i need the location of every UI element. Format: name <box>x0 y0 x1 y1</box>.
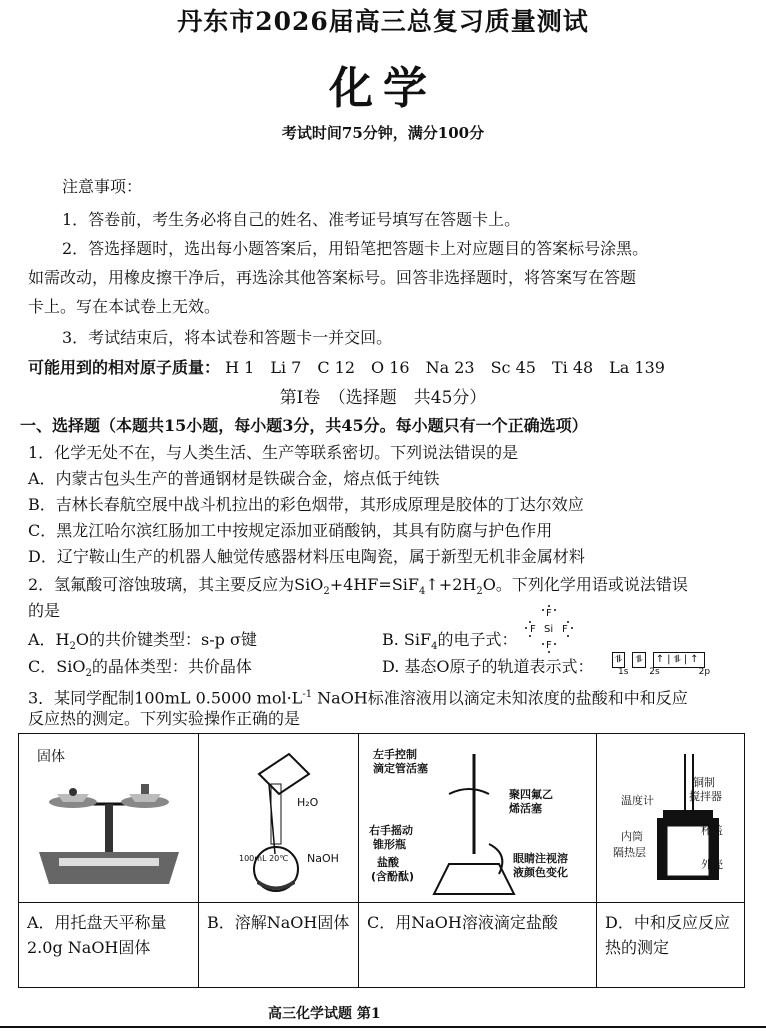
svg-text:F: F <box>530 624 536 635</box>
svg-text:Si: Si <box>544 624 554 635</box>
q3-options-table <box>18 733 745 988</box>
page-footer: 高三化学试题 第1 <box>268 1006 381 1022</box>
q3-stem-line2: 反应热的测定。下列实验操作正确的是 <box>28 709 301 728</box>
q3-option-d: D．中和反应反应热的测定 <box>605 913 730 957</box>
notice-item-3: 3．考试结束后，将本试卷和答题卡一并交回。 <box>62 328 393 347</box>
q3-cell-a: 固体 A．用托盘天平称量2.0g NaOH固体 <box>19 734 199 987</box>
q2-stem: 2．氢氟酸可溶蚀玻璃，其主要反应为$SiO_2+4HF=SiF_4↑+2H_2O$。下列化学用语或说法错误 <box>28 575 688 598</box>
svg-text:F: F <box>546 640 552 651</box>
notice-title: 注意事项： <box>62 177 143 196</box>
orbital-box-2p: ↑|⥮|↑ <box>653 652 705 668</box>
orbital-box-1s: ⥮ <box>612 652 625 668</box>
q3-option-b: B．溶解NaOH固体 <box>207 913 350 932</box>
q3-option-c: C．用NaOH溶液滴定盐酸 <box>367 913 558 932</box>
q1-stem: 1．化学无处不在，与人类生活、生产等联系密切。下列说法错误的是 <box>28 443 519 462</box>
q2-option-b: B. SiF$_4$的电子式： <box>382 630 518 653</box>
q2-option-d: D. 基态O原子的轨道表示式： <box>382 657 594 676</box>
svg-text:F: F <box>546 608 552 619</box>
q2-option-a: A．$H_2O$的共价键类型：s-p σ键 <box>28 630 257 653</box>
svg-text:F: F <box>562 624 568 635</box>
exam-title: 丹东市2026届高三总复习质量测试 <box>177 7 589 36</box>
q3-stem: 3．某同学配制100mL 0.5000 $mol\cdot L^{-1}$ NaOH标准溶液用以滴定未知浓度的盐酸和中和反应 <box>28 688 688 708</box>
notice-item-2-line2: 如需改动，用橡皮擦干净后，再选涂其他答案标号。回答非选择题时，将答案写在答题 <box>28 268 637 287</box>
orbital-diagram <box>612 647 707 668</box>
q3-option-a: A．用托盘天平称量2.0g NaOH固体 <box>27 913 167 957</box>
q3-cell-c: 左手控制 滴定管活塞 聚四氟乙 烯活塞 右手摇动 锥形瓶 盐酸 (含酚酞) 眼睛注视溶 液颜色变化 C．用NaOH溶液滴定盐酸 <box>359 734 597 987</box>
q3-cell-b: H₂O 100mL 20℃ NaOH B．溶解NaOH固体 <box>199 734 359 987</box>
balance-figure <box>29 764 189 894</box>
q1-option-c: C．黑龙江哈尔滨红肠加工中按规定添加亚硝酸钠，其具有防腐与护色作用 <box>28 521 553 540</box>
notice-item-2-line3: 卡上。写在本试卷上无效。 <box>28 297 221 316</box>
notice-item-2-line1: 2．答选择题时，选出每小题答案后，用铅笔把答题卡上对应题目的答案标号涂黑。 <box>62 239 649 258</box>
atomic-mass-line <box>28 357 740 379</box>
section-title: 第Ⅰ卷 （选择题 共45分） <box>279 388 487 408</box>
q2-option-c: C．SiO$_2$的晶体类型：共价晶体 <box>28 657 252 680</box>
titration-figure <box>429 754 549 904</box>
q1-option-d: D．辽宁鞍山生产的机器人触觉传感器材料压电陶瓷，属于新型无机非金属材料 <box>28 547 585 566</box>
exam-info: 考试时间75分钟，满分100分 <box>281 124 485 142</box>
footer-rule <box>0 1026 766 1028</box>
notice-item-1: 1．答卷前，考生务必将自己的姓名、准考证号填写在答题卡上。 <box>62 210 521 229</box>
volumetric-flask-figure <box>219 744 349 894</box>
q1-option-b: B．吉林长春航空展中战斗机拉出的彩色烟带，其形成原理是胶体的丁达尔效应 <box>28 495 584 514</box>
part-heading: 一、选择题（本题共15小题，每小题3分，共45分。每小题只有一个正确选项） <box>20 416 588 435</box>
q2-stem-line2: 的是 <box>28 601 61 620</box>
atomic-mass-label: 可能用到的相对原子质量： <box>28 358 221 377</box>
orbital-labels: 1s 2s 2p <box>618 667 711 677</box>
sif4-electron-diagram <box>520 604 580 654</box>
q1-option-a: A．内蒙古包头生产的普通钢材是铁碳合金，熔点低于纯铁 <box>28 469 440 488</box>
atomic-mass-values: H 1 Li 7 C 12 O 16 Na 23 Sc 45 Ti 48 La 139 <box>225 358 665 377</box>
orbital-box-2s: ⥮ <box>632 652 645 668</box>
subject-title: 化学 <box>329 63 437 114</box>
q3-cell-d: 温度计 铜制 搅拌器 杯盖 内筒 隔热层 外壳 D．中和反应反应热的测定 <box>597 734 746 987</box>
